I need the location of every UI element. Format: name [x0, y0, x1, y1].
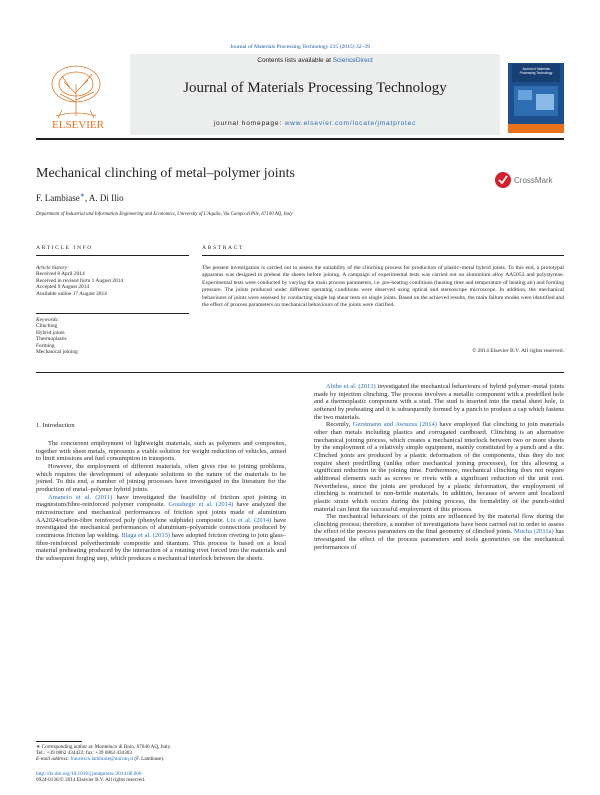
corresponding-author-note: ∗ Corresponding author at: Monteluco di Roio, 67040 AQ, Italy.: [36, 744, 172, 750]
citation-link[interactable]: Blaga et al. (2013): [121, 531, 171, 539]
citation-link[interactable]: Abibe et al. (2013): [326, 383, 376, 390]
citation-link[interactable]: Amancio et al. (2011): [48, 493, 113, 501]
author-name: A. Di Ilio: [88, 193, 124, 203]
email-link[interactable]: francesco.lambiase@univaq.it: [70, 756, 134, 763]
sciencedirect-link[interactable]: ScienceDirect: [332, 57, 373, 64]
homepage-link[interactable]: www.elsevier.com/locate/jmatprotec: [284, 120, 417, 127]
crossmark-badge[interactable]: [494, 171, 564, 189]
paragraph: Amancio et al. (2011) have investigated the feasibility of friction spot joining in magnesium/fibre-reinforced polymer composite. Goushegir et al. (2014) have analyzed the microstructure and mechanical performances of friction spot joints made of aluminium AA2024/carbon-fibre reinforced poly (phenylene sulphide) composite. Liu et al. (2014) have investigated the mechanical performances of aluminium–polyamide connections produced by continuous friction lap welding. Blaga et al. (2013) have adopted friction riveting to join glass–fibre-reinforced polyetherimide composite and titanium. This process is based on a local material preheating produced by the interaction of a rotating rivet forced into the materials and the subsequent forging step, which produces a mechanical interlock between the sheets.: [36, 493, 287, 562]
journal-homepage: [130, 120, 500, 128]
divider: [36, 372, 564, 373]
issn-line: 0924-0136/© 2014 Elsevier B.V. All rights reserved.: [36, 777, 146, 784]
citation-link[interactable]: Goushegir et al. (2014): [168, 501, 234, 509]
paragraph: Abibe et al. (2013) investigated the mechanical behaviours of hybrid polymer–metal joints made by injection clinching. The process involves a metallic component with a predrilled hole and a thermoplastic component with a stud. The stud is inserted into the metal sheet hole, is softened by preheating and it is subsequently formed by a punch to produce a cap which fastens the two materials.: [314, 383, 564, 421]
email-line: E-mail address: francesco.lambiase@univaq.it (F. Lambiase).: [36, 756, 165, 763]
history-item: Received in revised form 1 August 2014: [36, 277, 124, 284]
svg-text:Journal of Materials: Journal of Materials: [522, 67, 550, 71]
history-item: Received 8 April 2014: [36, 271, 85, 278]
keyword: Forming: [36, 342, 55, 349]
body-column-right: [314, 383, 564, 551]
keyword: Thermoplastic: [36, 336, 68, 343]
keywords: [36, 317, 196, 355]
section-heading: 1. Introduction: [36, 422, 75, 429]
affiliation: Department of Industrial and Information Engineering and Economics, University of L'Aquila, Via Campo di Pile, 67100 AQ, Italy: [36, 212, 293, 217]
divider: [36, 313, 189, 314]
author-name: F. Lambiase: [36, 193, 80, 203]
svg-text:Processing Technology: Processing Technology: [519, 71, 553, 75]
svg-text:CrossMark: CrossMark: [514, 176, 553, 185]
doi-link[interactable]: http://dx.doi.org/10.1016/j.jmatprotec.2014.08.006: [36, 771, 142, 777]
keyword: Mechanical joining: [36, 348, 78, 355]
abstract-heading: ABSTRACT: [202, 245, 245, 251]
footnote: [36, 744, 286, 762]
history-item: Accepted 9 August 2014: [36, 284, 90, 291]
footnote-rule: [36, 741, 82, 742]
body-column-left: [36, 440, 286, 563]
crossmark-icon: [495, 172, 511, 188]
article-title: Mechanical clinching of metal–polymer joints: [36, 166, 295, 181]
citation-link[interactable]: Gerstmann and Awiszus (2014): [352, 421, 437, 429]
paragraph: However, the employment of different materials, often gives rise to joining problems, which requires the development of adequate solutions to the nature of the materials to be joined. To this end, a number of joining processes have investigated in the literature for the production of metal–polymer hybrid joints.: [36, 462, 286, 493]
paragraph: The mechanical behaviours of the joints are influenced by the material flow during the clinching process; therefore, a number of investigations have been carried out in order to assess the effect of the process parameters on the final geometry of clinched joints. Mucha (2011a) has investigated the effect of the process parameters and tools geometries on the mechanical performances of: [314, 513, 564, 551]
author-list: F. Lambiase∗, A. Di Ilio: [36, 193, 124, 203]
keyword: Clinching: [36, 323, 58, 330]
phone-fax: Tel.: +39 0862 434422; fax: +39 0862 434303.: [36, 750, 134, 757]
paragraph: The concurrent employment of lightweight materials, such as polymers and composites, together with sheet metals, represents a viable solution for weight reduction of vehicles, aimed to limit emissions and fuel consumption in transports.: [36, 440, 286, 463]
masthead-rule: [36, 138, 564, 140]
corresponding-author-mark[interactable]: ∗: [79, 193, 85, 199]
elsevier-logo: [36, 54, 120, 135]
elsevier-wordmark: ELSEVIER: [52, 119, 104, 131]
contents-line: [130, 57, 500, 65]
paragraph: Recently, Gerstmann and Awiszus (2014) have employed flat clinching to join materials other than metals including plastics and corrugated cardboard. Clinching is an alternative mechanical joining process, which creates a mechanical interlock between two or more sheets by the employment of a relatively simple equipment, mainly constituted by a punch and a die. Clinched joints are produced by a plastic deformation of the components, thus they do not require sheet predrilling (unlike other mechanical joining processes), for this allowing a significant reduction in the joining time. Furthermore, mechanical clinching does not require additional elements such as screws or rivets with a significant reduction of the unit cost. Nevertheless, since the joints are produced by a plastic deformation, the employment of clinching is restricted to non-brittle materials. In addition, because of severe and localized plastic strain which occurs during the joining process, the formability of the punch-sided material can limit the successful employment of this process.: [314, 421, 564, 513]
contents-prefix: Contents lists available at: [257, 57, 333, 64]
divider: [36, 255, 189, 256]
journal-title: Journal of Materials Processing Technology: [183, 80, 447, 96]
keywords-label: Keywords:: [36, 317, 60, 323]
article-info-heading: ARTICLE INFO: [36, 245, 93, 251]
article-history: [36, 265, 196, 297]
doi-block: [36, 771, 286, 783]
history-item: Available online 17 August 2014: [36, 290, 107, 297]
keyword: Hybrid joints: [36, 329, 65, 336]
history-label: Article history:: [36, 265, 69, 271]
divider: [202, 255, 564, 256]
journal-cover-image: [508, 54, 564, 133]
citation-link[interactable]: Mucha (2011a): [513, 528, 554, 536]
citation-link[interactable]: Liu et al. (2014): [226, 516, 272, 524]
abstract-copyright: © 2014 Elsevier B.V. All rights reserved.: [472, 348, 564, 354]
abstract-text: The present investigation is carried out to assess the suitability of the clinching process for production of plastic–metal hybrid joints. To this end, a prototypal apparatus was designed to preheat the sheets before joining. A campaign of experimental tests was carried out on aluminium alloy AA5053 and polystyrene. Experimental tests were conducted by varying the main process parameters, i.e. pre-heating conditions (heating time and temperature of heating air) and forming pressure. The joints produced under different operating conditions were observed using optical and stereoscope microscope. In addition, the mechanical behaviours of joints were assessed by conducting single lap shear tests on single joints. Based on the achieved results, the main failure modes were identified and the effect of process parameters on mechanical behaviours of the joints were clarified.: [202, 265, 564, 309]
homepage-label: journal homepage:: [213, 120, 285, 127]
journal-citation: Journal of Materials Processing Technology 215 (2015) 32–39: [230, 44, 370, 50]
